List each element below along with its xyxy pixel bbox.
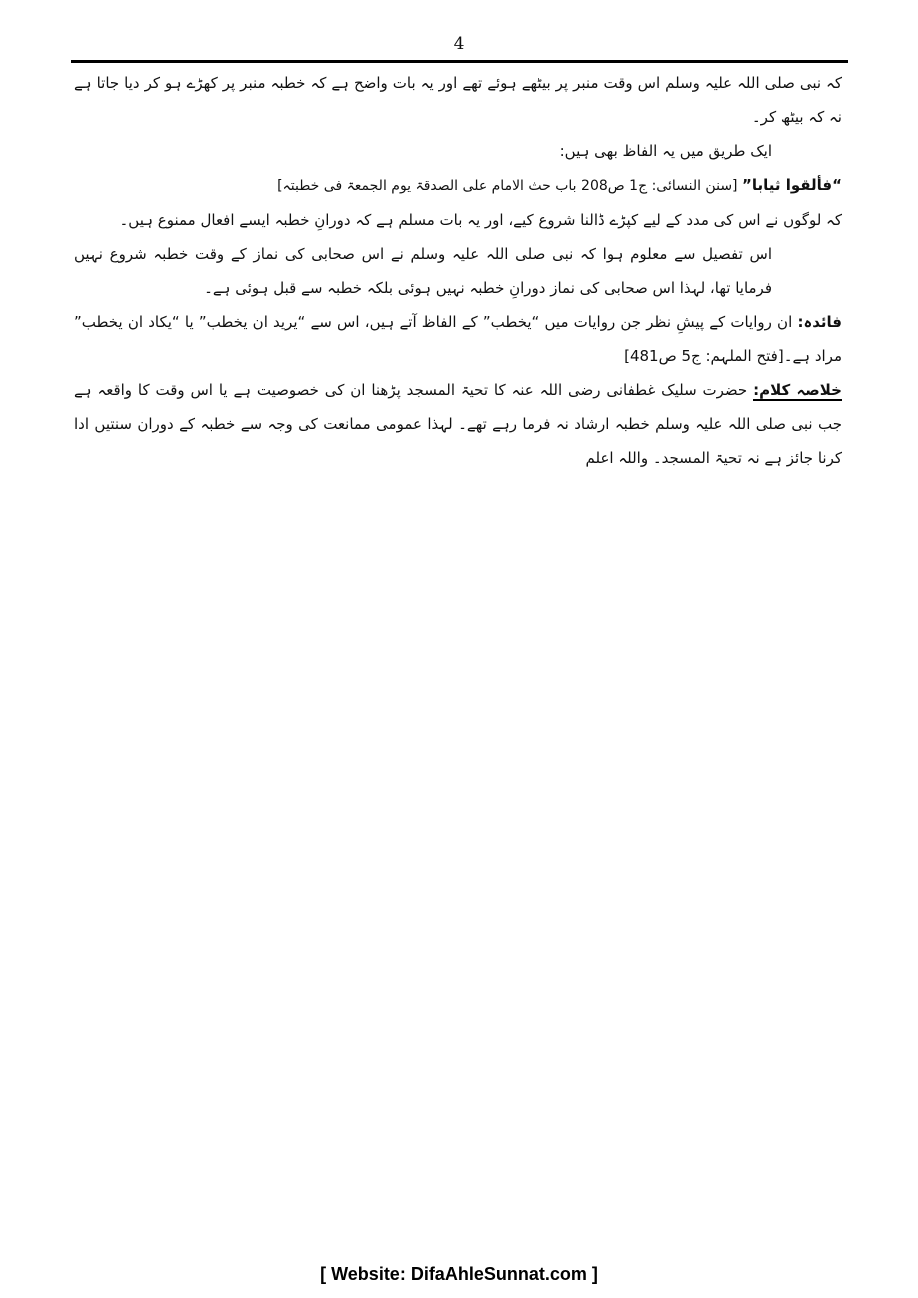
benefit-text: ان روایات کے پیشِ نظر جن روایات میں “یخطب” کے الفاظ آتے ہیں، اس سے “یرید ان یخطب” یا “یکاد ان یخطب” مراد ہے۔[فتح الملہم: ج5 ص481]	[74, 313, 842, 365]
paragraph-clothes: کہ لوگوں نے اس کی مدد کے لیے کپڑے ڈالنا شروع کیے، اور یہ بات مسلم ہے کہ دورانِ خطبہ ایسے افعال ممنوع ہیں۔	[119, 211, 842, 229]
document-body	[74, 66, 842, 475]
website-footer: [ Website: DifaAhleSunnat.com ]	[320, 1264, 598, 1284]
quote-reference: [سنن النسائی: ج1 ص208 باب حث الامام علی الصدقۃ یوم الجمعۃ فی خطبتہ]	[277, 178, 738, 194]
paragraph-minbar: کہ نبی صلی اللہ علیہ وسلم اس وقت منبر پر بیٹھے ہوئے تھے اور یہ بات واضح ہے کہ خطبہ منبر پر کھڑے ہو کر دیا جاتا ہے نہ کہ بیٹھ کر۔	[74, 74, 842, 126]
paragraph-benefit	[74, 305, 842, 373]
page-number: 4	[453, 34, 465, 54]
quote-line	[74, 168, 842, 203]
benefit-label: فائدہ:	[797, 313, 842, 331]
paragraph-summary	[74, 373, 842, 475]
paragraph-conclusion-detail: اس تفصیل سے معلوم ہوا کہ نبی صلی اللہ علیہ وسلم نے اس صحابی کی نماز کے وقت خطبہ شروع نہیں فرمایا تھا، لہذا اس صحابی کی نماز دورانِ خطبہ نہیں ہوئی بلکہ خطبہ سے قبل ہوئی ہے۔	[74, 245, 772, 297]
paragraph-other-narration: ایک طریق میں یہ الفاظ بھی ہیں:	[559, 142, 772, 160]
summary-label: خلاصہ کلام:	[753, 381, 842, 399]
arabic-quote: “فألقوا ثيابا”	[741, 176, 842, 194]
header-divider	[71, 60, 848, 63]
summary-text: حضرت سلیک غطفانی رضی اللہ عنہ کا تحیۃ المسجد پڑھنا ان کی خصوصیت ہے یا اس وقت کا واقعہ ہے جب نبی صلی اللہ علیہ وسلم خطبہ ارشاد نہ فرما رہے تھے۔ لہذا عمومی ممانعت کی وجہ سے خطبہ کے دوران سنتیں ادا کرنا جائز ہے نہ تحیۃ المسجد۔ واللہ اعلم	[74, 381, 842, 467]
